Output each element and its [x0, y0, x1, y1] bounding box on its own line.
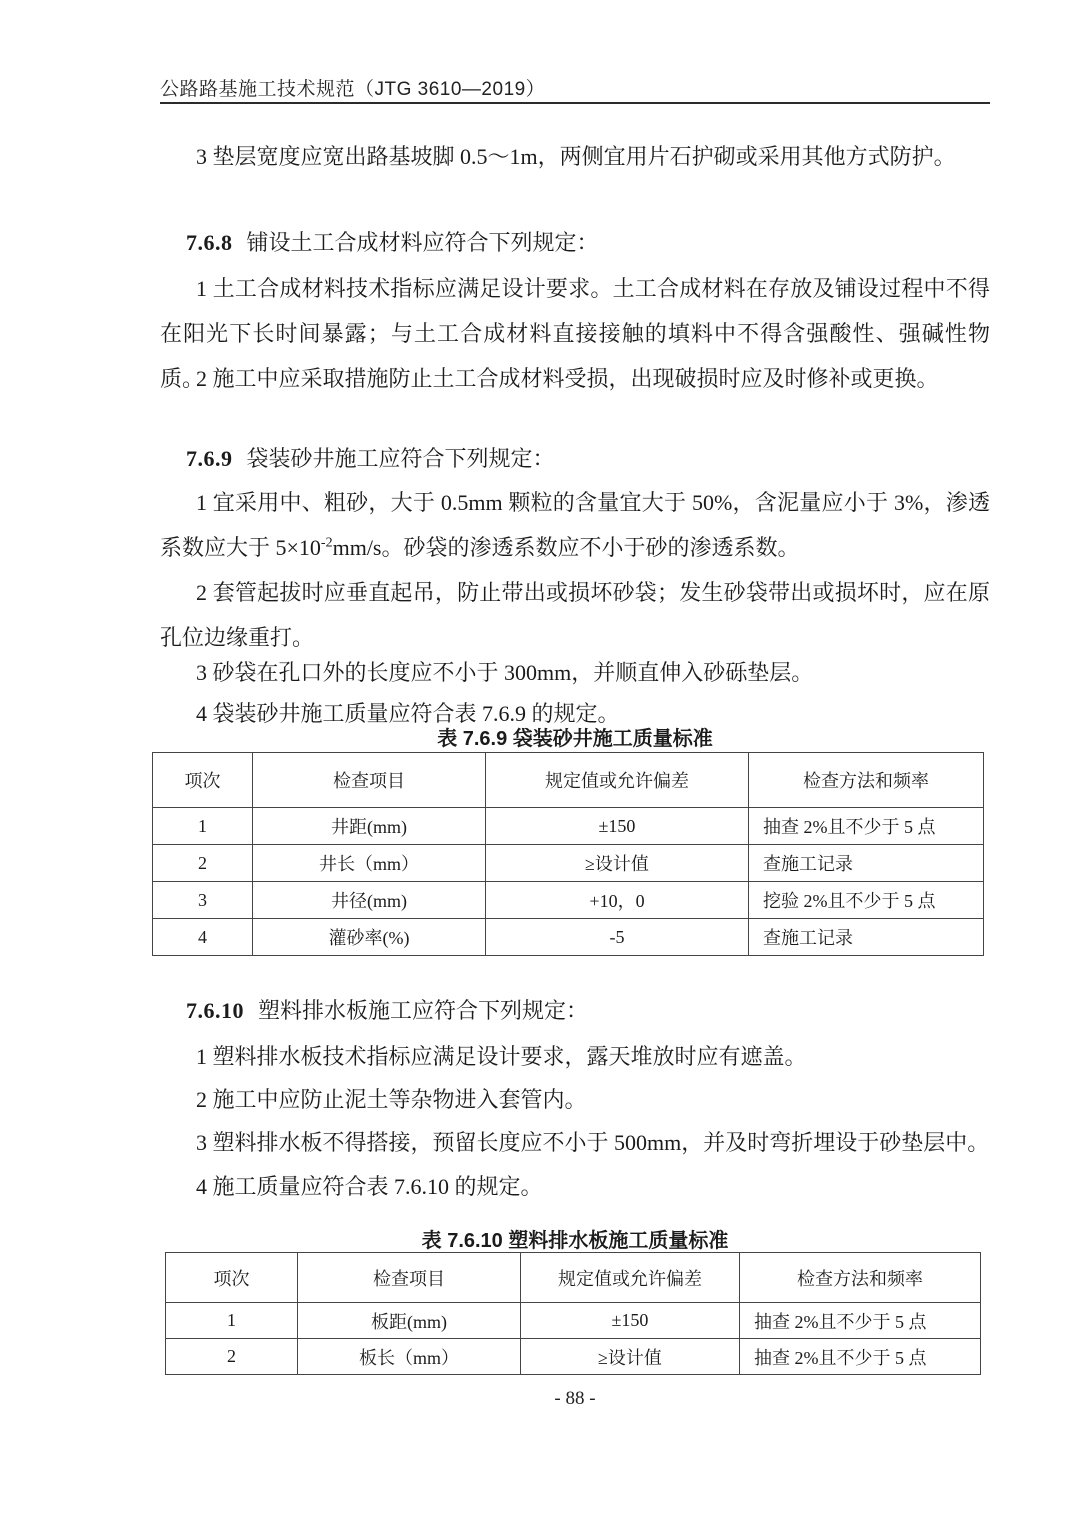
table-row — [153, 919, 984, 956]
table-cell: 板长（mm） — [298, 1339, 521, 1375]
table-header-cell: 项次 — [153, 753, 253, 808]
table-cell: ±150 — [521, 1303, 740, 1339]
paragraph-7610-4: 4 施工质量应符合表 7.6.10 的规定。 — [196, 1174, 543, 1199]
paragraph-769-1 — [160, 480, 990, 570]
paragraph-text: 1 宜采用中、粗砂，大于 0.5mm 颗粒的含量宜大于 50%，含泥量应小于 3%，渗透系数应大于 5×10 — [160, 490, 990, 560]
table-cell: 1 — [166, 1303, 298, 1339]
table-cell: 2 — [153, 845, 253, 882]
quality-table-769 — [152, 752, 984, 956]
table-caption-7610: 表 7.6.10 塑料排水板施工质量标准 — [421, 1230, 729, 1252]
paragraph-769-3: 3 砂袋在孔口外的长度应不小于 300mm，并顺直伸入砂砾垫层。 — [196, 660, 814, 685]
table-cell: 1 — [153, 808, 253, 845]
paragraph-7610-1: 1 塑料排水板技术指标应满足设计要求，露天堆放时应有遮盖。 — [196, 1044, 807, 1069]
header-rule — [160, 102, 990, 104]
section-title: 袋装砂井施工应符合下列规定： — [246, 446, 555, 471]
paragraph-7610-2: 2 施工中应防止泥土等杂物进入套管内。 — [196, 1087, 587, 1112]
paragraph-item-3: 3 垫层宽度应宽出路基坡脚 0.5～1m，两侧宜用片石护砌或采用其他方式防护。 — [196, 144, 956, 169]
paragraph-768-2: 2 施工中应采取措施防止土工合成材料受损，出现破损时应及时修补或更换。 — [196, 366, 939, 391]
superscript-exponent: -2 — [320, 535, 333, 551]
page-number: - 88 - — [554, 1388, 596, 1409]
table-cell: 4 — [153, 919, 253, 956]
paragraph-768-1: 1 土工合成材料技术指标应满足设计要求。土工合成材料在存放及铺设过程中不得在阳光下长时间暴露；与土工合成材料直接接触的填料中不得含强酸性、强碱性物质。 — [160, 276, 990, 391]
table-header-cell: 检查项目 — [253, 753, 486, 808]
table-row — [153, 808, 984, 845]
section-title: 铺设土工合成材料应符合下列规定： — [246, 230, 599, 255]
table-cell: 2 — [166, 1339, 298, 1375]
table-cell: 查施工记录 — [749, 919, 984, 956]
table-row — [153, 882, 984, 919]
table-cell: 查施工记录 — [749, 845, 984, 882]
table-row — [166, 1339, 981, 1375]
section-heading-769 — [160, 436, 990, 481]
table-caption-769: 表 7.6.9 袋装砂井施工质量标准 — [437, 728, 713, 750]
table-cell: 3 — [153, 882, 253, 919]
paragraph-769-4: 4 袋装砂井施工质量应符合表 7.6.9 的规定。 — [196, 701, 620, 726]
running-header: 公路路基施工技术规范（JTG 3610—2019） — [160, 79, 546, 100]
table-cell: ±150 — [486, 808, 749, 845]
table-cell: 抽查 2%且不少于 5 点 — [749, 808, 984, 845]
paragraph-769-2: 2 套管起拔时应垂直起吊，防止带出或损坏砂袋；发生砂袋带出或损坏时，应在原孔位边缘重打。 — [160, 580, 990, 650]
table-header-cell: 项次 — [166, 1253, 298, 1303]
section-title: 塑料排水板施工应符合下列规定： — [258, 998, 589, 1023]
table-header-row — [153, 753, 984, 808]
table-cell: 挖验 2%且不少于 5 点 — [749, 882, 984, 919]
quality-table-7610 — [165, 1252, 981, 1375]
table-cell: +10，0 — [486, 882, 749, 919]
table-header-cell: 规定值或允许偏差 — [486, 753, 749, 808]
paragraph-7610-3: 3 塑料排水板不得搭接，预留长度应不小于 500mm，并及时弯折埋设于砂垫层中。 — [196, 1130, 990, 1155]
table-cell: 抽查 2%且不少于 5 点 — [740, 1303, 981, 1339]
section-heading-7610 — [160, 988, 990, 1033]
table-header-cell: 检查方法和频率 — [749, 753, 984, 808]
table-header-cell: 检查项目 — [298, 1253, 521, 1303]
section-heading-768 — [160, 220, 990, 265]
table-header-cell: 检查方法和频率 — [740, 1253, 981, 1303]
table-cell: ≥设计值 — [521, 1339, 740, 1375]
table-cell: 井长（mm） — [253, 845, 486, 882]
table-row — [153, 845, 984, 882]
table-cell: 井径(mm) — [253, 882, 486, 919]
table-row — [166, 1303, 981, 1339]
table-cell: 灌砂率(%) — [253, 919, 486, 956]
table-header-cell: 规定值或允许偏差 — [521, 1253, 740, 1303]
section-number: 7.6.8 — [186, 230, 233, 255]
table-cell: -5 — [486, 919, 749, 956]
table-cell: 井距(mm) — [253, 808, 486, 845]
table-cell: 板距(mm) — [298, 1303, 521, 1339]
table-cell: ≥设计值 — [486, 845, 749, 882]
table-cell: 抽查 2%且不少于 5 点 — [740, 1339, 981, 1375]
paragraph-text: mm/s。砂袋的渗透系数应不小于砂的渗透系数。 — [332, 535, 800, 560]
table-header-row — [166, 1253, 981, 1303]
section-number: 7.6.10 — [186, 998, 244, 1023]
section-number: 7.6.9 — [186, 446, 233, 471]
